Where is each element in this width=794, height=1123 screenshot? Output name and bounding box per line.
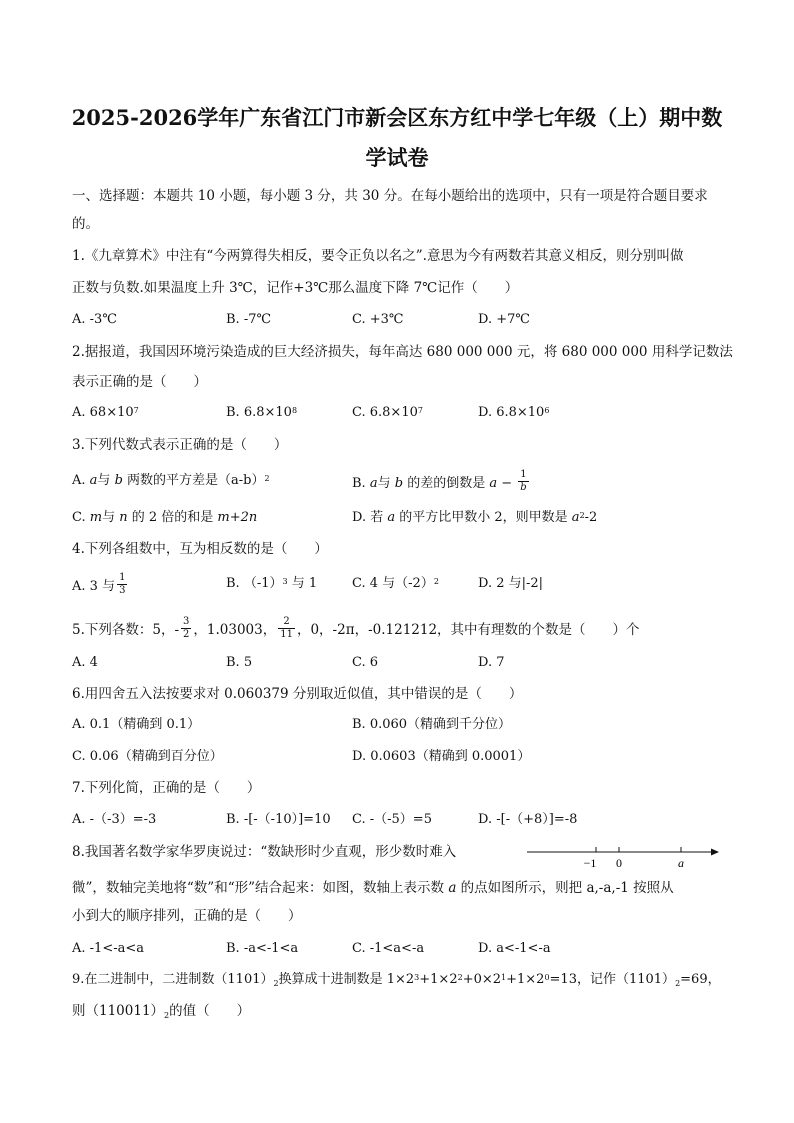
q4-fraction-1-3: $\frac{1}{3}$ <box>119 572 126 596</box>
q5-option-b: B. 5 <box>226 655 253 670</box>
q1-option-d: D. +7℃ <box>478 312 530 327</box>
q9-line1: 9.在二进制中，二进制数$(1101)_2$换算成十进制数是 $1\times 2^3+1\times 2^2+0\times 2^1+1\times 2^0=13$，记作$(1101)_2=69$， <box>72 972 721 988</box>
q5-option-c: C. 6 <box>352 655 379 670</box>
q1-option-c: C. +3℃ <box>352 312 404 327</box>
q4-option-a: A. 3 与 $\frac{1}{3}$ <box>72 572 126 596</box>
q2-line2: 表示正确的是（ ） <box>72 374 207 390</box>
q1-option-a: A. -3℃ <box>72 312 117 327</box>
number-line-arrow <box>711 849 719 856</box>
q5-fraction-3-2: $\frac{3}{2}$ <box>183 616 190 640</box>
q3-stem: 3.下列代数式表示正确的是（ ） <box>72 437 288 453</box>
q6-option-d: D. 0.0603（精确到 0.0001） <box>352 749 531 764</box>
q8-option-d: D. a<-1<-a <box>478 941 551 956</box>
q2-option-b: B. $6.8\times 10^8$ <box>226 405 298 420</box>
q3-fraction-1-over-b: $\frac{1}{b}$ <box>520 469 527 493</box>
q6-option-a: A. 0.1（精确到 0.1） <box>72 717 201 732</box>
q1-option-b: B. -7℃ <box>226 312 272 327</box>
q7-option-c: C. -（-5）=5 <box>352 812 432 827</box>
q8-line1: 8.我国著名数学家华罗庚说过：“数缺形时少直观，形少数时难入 <box>72 844 457 860</box>
q6-stem: 6.用四舍五入法按要求对 0.060379 分别取近似值，其中错误的是（ ） <box>72 686 523 702</box>
q9-line2: 则$(110011)_2$的值（ ） <box>72 1003 251 1020</box>
q3-option-b: B. a与 b 的差的倒数是 a − $\frac{1}{b}$ <box>352 469 527 493</box>
q1-line2: 正数与负数.如果温度上升 3℃，记作+3℃那么温度下降 7℃记作（ ） <box>72 280 519 296</box>
label-zero: 0 <box>616 856 622 870</box>
q8-option-b: B. -a<-1<a <box>226 941 299 956</box>
exam-title-line1: 2025-2026学年广东省江门市新会区东方红中学七年级（上）期中数 <box>71 105 723 130</box>
q2-option-d: D. $6.8\times 10^6$ <box>478 405 550 420</box>
label-a: a <box>678 856 684 870</box>
exam-title-line2: 学试卷 <box>365 145 429 170</box>
q7-option-a: A. -（-3）=-3 <box>72 812 157 827</box>
q4-stem: 4.下列各组数中，互为相反数的是（ ） <box>72 541 328 557</box>
q8-option-a: A. -1<-a<a <box>72 941 144 956</box>
q8-line3: 小到大的顺序排列，正确的是（ ） <box>72 908 302 924</box>
q3-option-c: C. m与 n 的 2 倍的和是 m+2n <box>72 510 258 525</box>
q2-line1: 2.据报道，我国因环境污染造成的巨大经济损失，每年高达 680 000 000 元，将 680 000 000 用科学记数法 <box>72 344 733 360</box>
q3-option-a: A. a与 b 两数的平方差是$(a-b)^2$ <box>72 473 270 488</box>
q1-line1: 1.《九章算术》中注有“今两算得失相反，要令正负以名之”.意思为今有两数若其意义相反，则分别叫做 <box>72 248 684 264</box>
section-instructions-line1: 一、选择题：本题共 10 小题，每小题 3 分，共 30 分。在每小题给出的选项中，只有一项是符合题目要求 <box>72 188 708 204</box>
q5-stem: 5.下列各数：5，- $\frac{3}{2}$ ，1.03003， $\frac{2}{11}$ ，0，-2π，-0.121212，其中有理数的个数是（ ）个 <box>72 616 640 640</box>
q2-option-c: C. $6.8\times 10^7$ <box>352 405 423 420</box>
q6-option-b: B. 0.060（精确到千分位） <box>352 717 512 732</box>
q2-option-a: A. $68\times 10^7$ <box>72 405 139 420</box>
q7-option-d: D. -[-（+8）]=-8 <box>478 812 578 827</box>
q4-option-d: D. 2 与|-2| <box>478 576 544 591</box>
q8-option-c: C. -1<a<-a <box>352 941 425 956</box>
q4-option-c: C. 4 与$(-2)^2$ <box>352 576 439 591</box>
number-line-figure <box>525 840 725 872</box>
q7-option-b: B. -[-（-10）]=10 <box>226 812 331 827</box>
q7-stem: 7.下列化简，正确的是（ ） <box>72 780 261 796</box>
q8-line2: 微”，数轴完美地将“数”和“形”结合起来：如图，数轴上表示数 a 的点如图所示，则把 a,-a,-1 按照从 <box>72 880 674 896</box>
q6-option-c: C. 0.06（精确到百分位） <box>72 749 223 764</box>
label-minus-one: −1 <box>583 856 597 870</box>
section-instructions-line2: 的。 <box>72 216 99 232</box>
q5-option-d: D. 7 <box>478 655 505 670</box>
q4-option-b: B. $(-1)^3$ 与 1 <box>226 576 318 591</box>
q3-option-d: D. 若 a 的平方比甲数小 2，则甲数是 $a^2-2$ <box>352 510 598 525</box>
q5-fraction-2-11: $\frac{2}{11}$ <box>280 616 293 640</box>
q5-option-a: A. 4 <box>72 655 98 670</box>
